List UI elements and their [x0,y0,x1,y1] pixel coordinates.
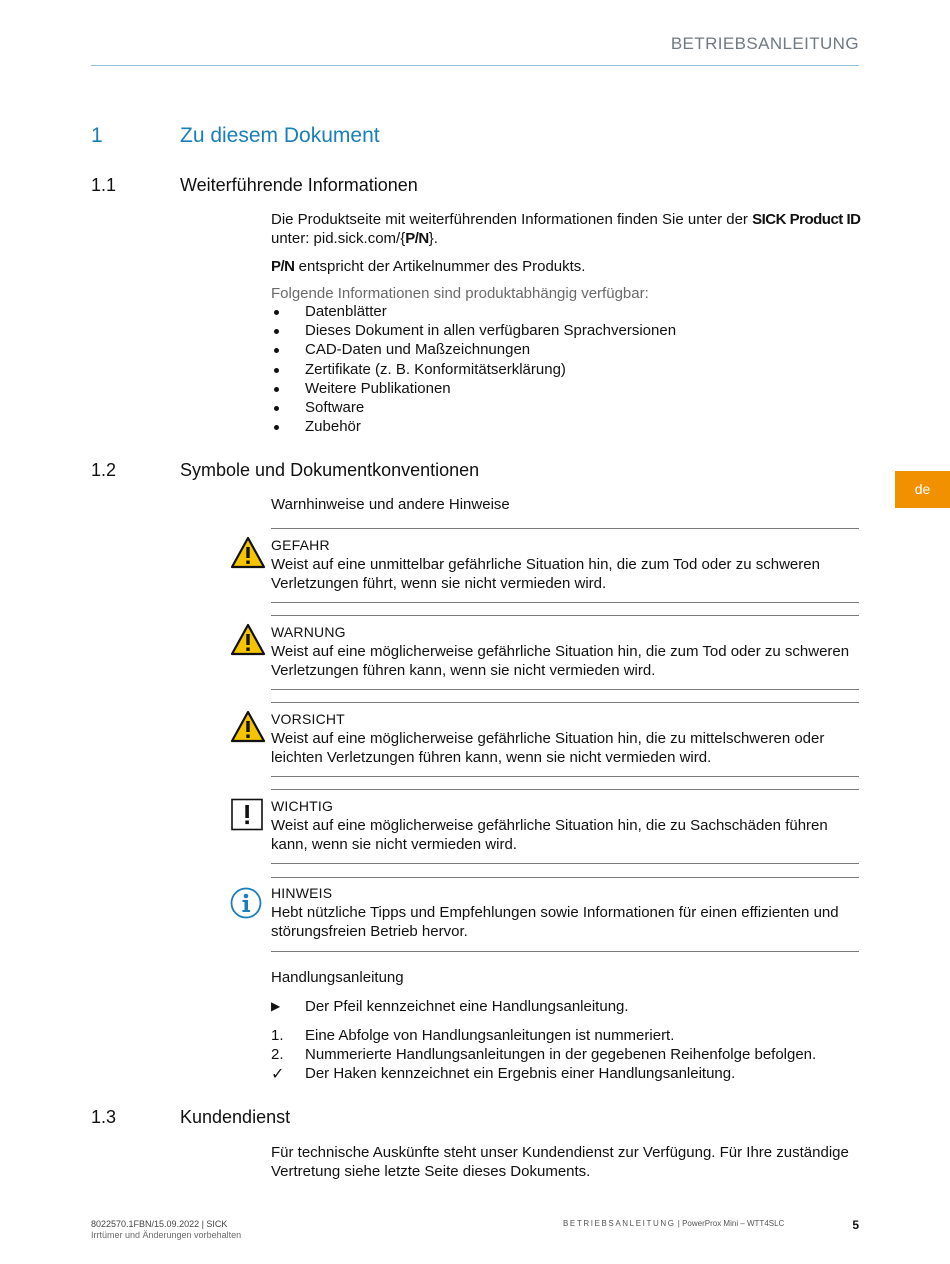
list-item: Zertifikate (z. B. Konformitätserklärung) [271,360,676,379]
section-1-1-title: Weiterführende Informationen [180,175,418,195]
customer-service-paragraph: Für technische Auskünfte steht unser Kundendienst zur Verfügung. Für Ihre zuständige Vertretung siehe letzte Seite dieses Dokuments. [271,1144,849,1180]
checkmark-icon: ✓ [271,1064,285,1083]
notice-top-rule [271,877,859,878]
product-page-paragraph: Die Produktseite mit weiterführenden Informationen finden Sie unter der SICK Product ID unter: pid.sick.com/{P/N}. [271,211,861,247]
warning-triangle-icon [230,710,266,744]
pn-paragraph: P/N entspricht der Artikelnummer des Produkts. [271,258,586,275]
notice-bottom-rule [271,776,859,777]
section-1-2-title: Symbole und Dokumentkonventionen [180,460,480,480]
notice-bottom-rule [271,863,859,864]
notice-text-wichtig: Weist auf eine möglicherweise gefährliche Situation hin, die zu Sachschäden führen kann, wenn sie nicht vermieden wird. [271,817,828,853]
notice-bottom-rule [271,689,859,690]
warning-triangle-icon [230,536,266,570]
list-intro: Folgende Informationen sind produktabhängig verfügbar: [271,285,649,302]
list-item: CAD-Daten und Maßzeichnungen [271,340,676,359]
notice-text-warnung: Weist auf eine möglicherweise gefährliche Situation hin, die zum Tod oder zu schweren Verletzungen führen kann, wenn sie nicht vermieden wird. [271,643,850,679]
section-1-2-number: 1.2 [91,460,117,480]
language-tab[interactable]: de [895,471,950,508]
notice-text-vorsicht: Weist auf eine möglicherweise gefährliche Situation hin, die zu mittelschweren oder leichten Verletzungen führen kann, wenn sie nicht vermieden wird. [271,730,825,766]
header-rule [91,65,859,66]
notice-top-rule [271,615,859,616]
running-header: BETRIEBSANLEITUNG [670,34,859,53]
chapter-title: Zu diesem Dokument [180,124,380,147]
info-list [271,302,676,436]
notice-top-rule [271,789,859,790]
document-number: 8022570.1FBN/15.09.2022 | SICK [91,1219,228,1229]
section-1-3-number: 1.3 [91,1107,117,1127]
chapter-number: 1 [91,124,103,147]
notice-label-warnung: WARNUNG [271,624,346,640]
exclamation-box-icon [230,798,266,832]
notice-label-wichtig: WICHTIG [271,798,334,814]
list-item: Weitere Publikationen [271,379,676,398]
notice-bottom-rule [271,951,859,952]
arrow-marker-icon: ▶ [271,999,281,1013]
steps-subheading: Handlungsanleitung [271,969,404,986]
product-id-term: SICK Product ID [752,211,861,228]
notice-top-rule [271,528,859,529]
notice-bottom-rule [271,602,859,603]
section-1-3-title: Kundendienst [180,1107,291,1127]
notice-text-hinweis: Hebt nützliche Tipps und Empfehlungen sowie Informationen für einen effizienten und störungsfreien Betrieb hervor. [271,904,839,940]
list-item: Software [271,398,676,417]
notice-label-vorsicht: VORSICHT [271,711,345,727]
warning-triangle-icon [230,623,266,657]
list-item: Zubehör [271,417,676,436]
page-number: 5 [852,1218,859,1232]
notice-label-gefahr: GEFAHR [271,537,330,553]
notice-label-hinweis: HINWEIS [271,885,333,901]
info-circle-icon [230,886,266,920]
footer-left [91,1219,241,1241]
section-1-1-number: 1.1 [91,175,117,195]
list-item: Datenblätter [271,302,676,321]
notices-subheading: Warnhinweise und andere Hinweise [271,496,510,513]
notice-text-gefahr: Weist auf eine unmittelbar gefährliche Situation hin, die zum Tod oder zu schweren Verletzungen führt, wenn sie nicht vermieden wird. [271,556,820,592]
footer-center: BETRIEBSANLEITUNG | PowerProx Mini – WTT4SLC [563,1219,785,1228]
notice-top-rule [271,702,859,703]
disclaimer: Irrtümer und Änderungen vorbehalten [91,1230,242,1240]
list-item: Dieses Dokument in allen verfügbaren Sprachversionen [271,321,676,340]
